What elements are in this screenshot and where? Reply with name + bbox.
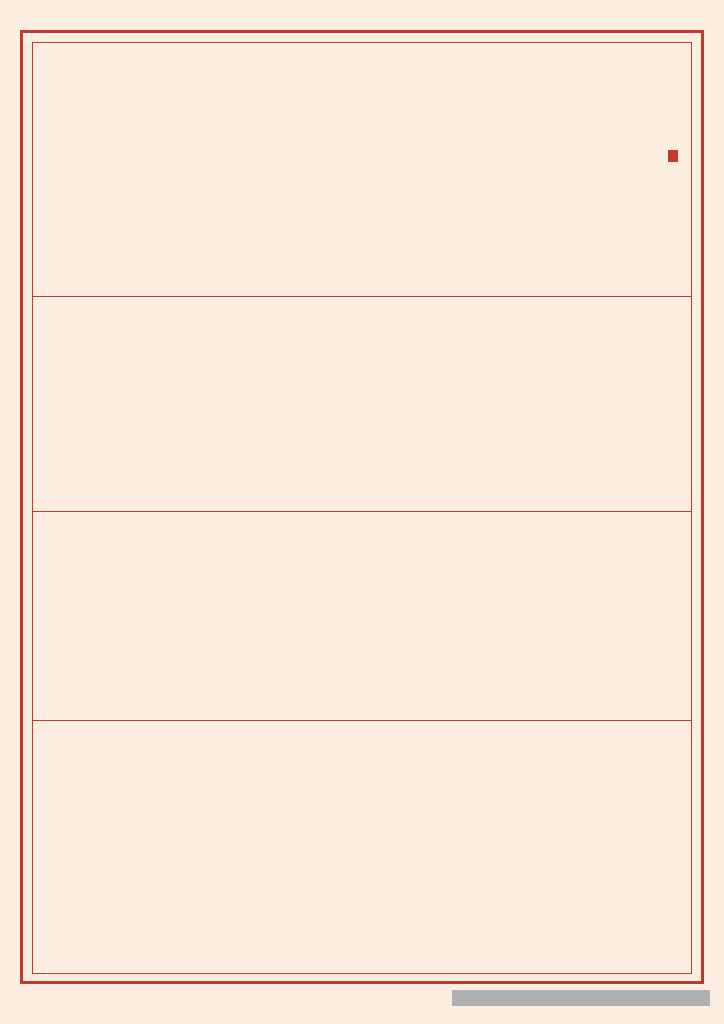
row-divider: [32, 511, 692, 512]
watermark-id: [452, 990, 710, 1006]
row-divider: [32, 296, 692, 297]
row-divider: [32, 720, 692, 721]
brand-seal: [668, 150, 678, 162]
inner-frame: [32, 42, 692, 974]
